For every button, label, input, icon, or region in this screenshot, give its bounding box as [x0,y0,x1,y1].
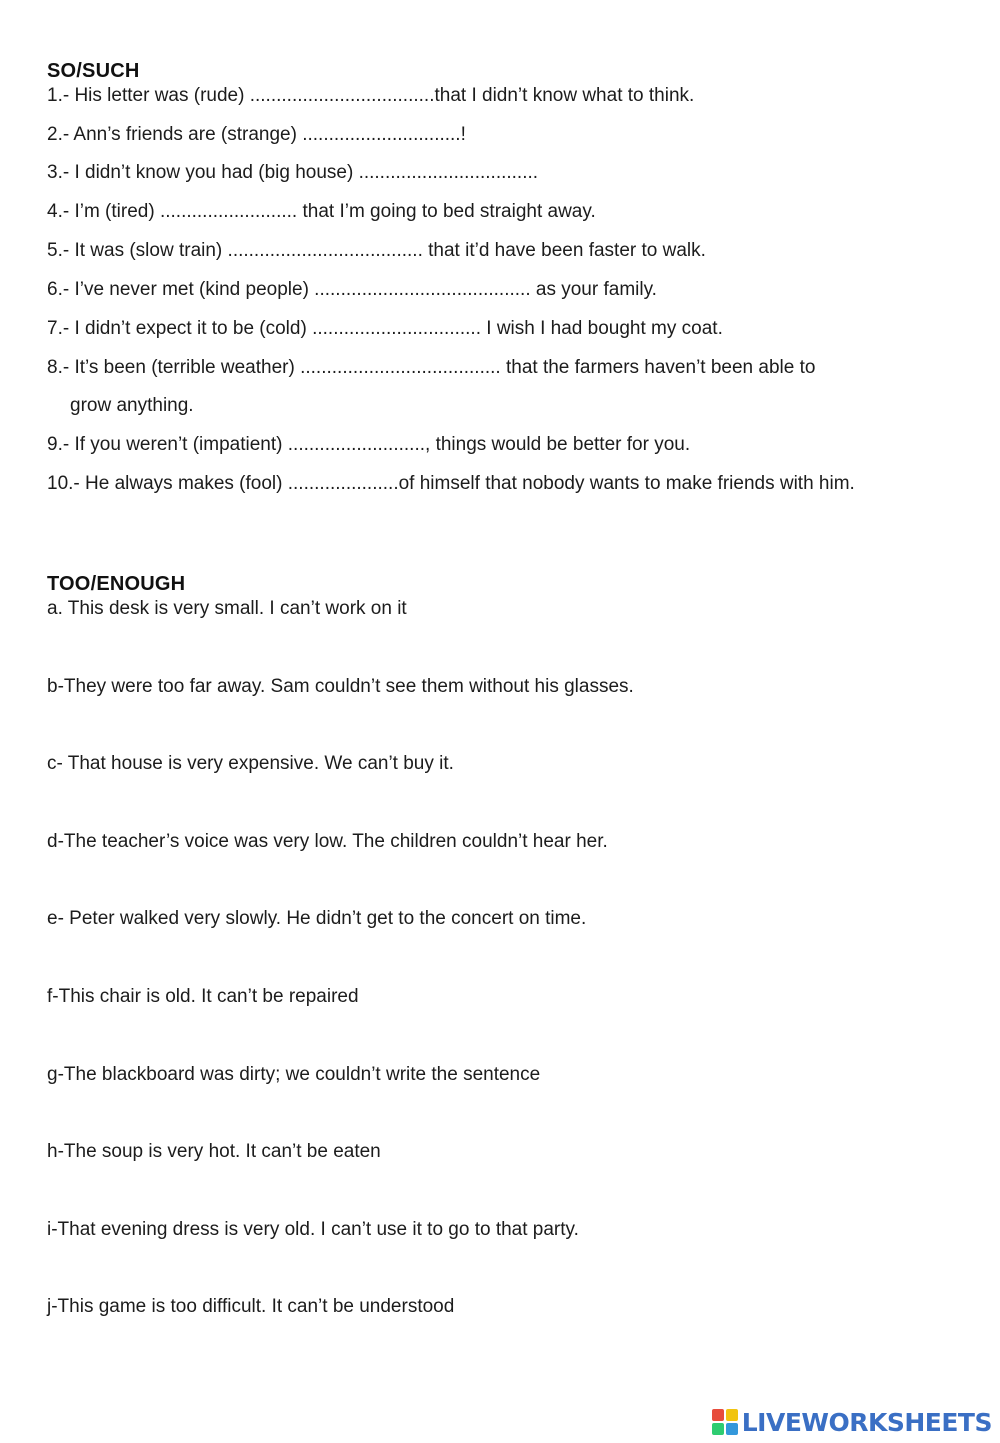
too-enough-item-g: g-The blackboard was dirty; we couldn’t write the sentence [47,1064,541,1085]
so-such-item-10: 10.- He always makes (fool) .....................of himself that nobody wants to make friends with him. [47,473,855,494]
so-such-item-6: 6.- I’ve never met (kind people) ......................................... as your family. [47,279,657,300]
too-enough-item-b: b-They were too far away. Sam couldn’t see them without his glasses. [47,676,634,697]
too-enough-item-h: h-The soup is very hot. It can’t be eaten [47,1141,381,1162]
too-enough-item-j: j-This game is too difficult. It can’t be understood [47,1296,455,1317]
liveworksheets-logo-text: LIVEWORKSHEETS [741,1407,992,1437]
so-such-item-5: 5.- It was (slow train) ..................................... that it’d have been faster to walk. [47,240,706,261]
too-enough-item-i: i-That evening dress is very old. I can’t use it to go to that party. [47,1219,579,1240]
too-enough-item-a: a. This desk is very small. I can’t work on it [47,598,407,619]
too-enough-item-c: c- That house is very expensive. We can’t buy it. [47,753,454,774]
so-such-item-8-continuation: grow anything. [70,395,194,416]
section-heading-too-enough: TOO/ENOUGH [47,573,186,595]
so-such-item-7: 7.- I didn’t expect it to be (cold) ................................ I wish I had bought my coat. [47,318,723,339]
liveworksheets-logo-icon [712,1409,738,1435]
too-enough-item-e: e- Peter walked very slowly. He didn’t get to the concert on time. [47,908,587,929]
liveworksheets-logo[interactable] [712,1409,992,1435]
so-such-item-9: 9.- If you weren’t (impatient) .........................., things would be better for you. [47,434,691,455]
so-such-item-8: 8.- It’s been (terrible weather) ...................................... that the farmers haven’t been able to [47,357,816,378]
section-heading-so-such: SO/SUCH [47,60,140,82]
too-enough-item-f: f-This chair is old. It can’t be repaired [47,986,359,1007]
too-enough-item-d: d-The teacher’s voice was very low. The children couldn’t hear her. [47,831,608,852]
so-such-item-1: 1.- His letter was (rude) ...................................that I didn’t know what to think. [47,85,695,106]
so-such-item-3: 3.- I didn’t know you had (big house) .................................. [47,162,539,183]
so-such-item-2: 2.- Ann’s friends are (strange) ..............................! [47,124,466,145]
so-such-item-4: 4.- I’m (tired) .......................... that I’m going to bed straight away. [47,201,596,222]
